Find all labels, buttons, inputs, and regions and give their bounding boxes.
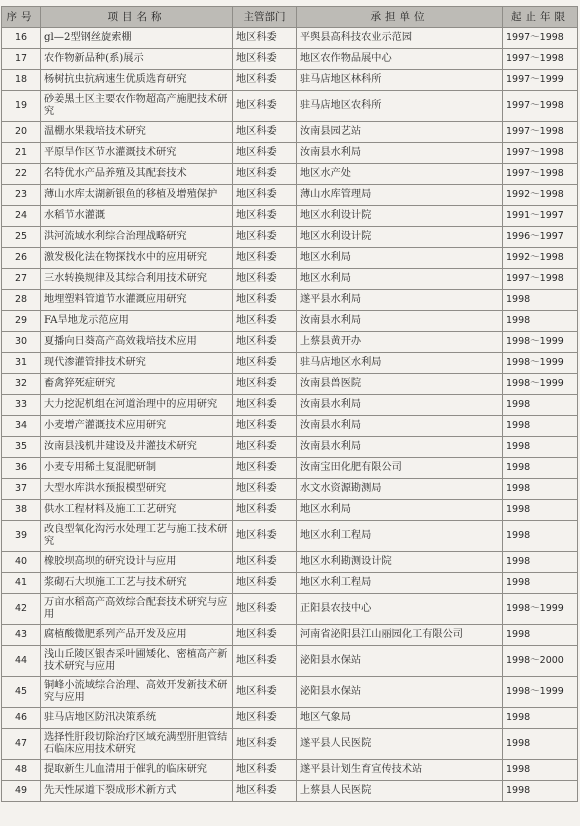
row-number: 35	[2, 437, 41, 458]
row-number: 38	[2, 500, 41, 521]
year-range: 1998	[503, 311, 578, 332]
project-name: 激发极化法在物探找水中的应用研究	[41, 248, 233, 269]
undertaking-unit: 汝南县兽医院	[297, 374, 503, 395]
table-row	[2, 677, 578, 708]
supervising-dept: 地区科委	[233, 594, 297, 625]
supervising-dept: 地区科委	[233, 227, 297, 248]
project-name: 改良型氧化沟污水处理工艺与施工技术研究	[41, 521, 233, 552]
undertaking-unit: 平舆县高科技农业示范园	[297, 28, 503, 49]
header-no: 序号	[2, 7, 41, 28]
row-number: 22	[2, 164, 41, 185]
row-number: 29	[2, 311, 41, 332]
project-name: 地埋塑料管道节水灌溉应用研究	[41, 290, 233, 311]
year-range: 1998	[503, 500, 578, 521]
undertaking-unit: 上蔡县黄开办	[297, 332, 503, 353]
undertaking-unit: 地区水利局	[297, 248, 503, 269]
supervising-dept: 地区科委	[233, 70, 297, 91]
year-range: 1997～1998	[503, 28, 578, 49]
row-number: 33	[2, 395, 41, 416]
supervising-dept: 地区科委	[233, 143, 297, 164]
supervising-dept: 地区科委	[233, 781, 297, 802]
row-number: 37	[2, 479, 41, 500]
project-name: 薄山水库太湖新银鱼的移植及增殖保护	[41, 185, 233, 206]
row-number: 31	[2, 353, 41, 374]
table-row	[2, 573, 578, 594]
supervising-dept: 地区科委	[233, 458, 297, 479]
table-body	[2, 28, 578, 802]
project-name: gl—2型钢丝旋索棚	[41, 28, 233, 49]
undertaking-unit: 地区水利局	[297, 269, 503, 290]
year-range: 1997～1998	[503, 143, 578, 164]
row-number: 48	[2, 760, 41, 781]
project-name: 驻马店地区防汛决策系统	[41, 708, 233, 729]
row-number: 41	[2, 573, 41, 594]
year-range: 1998	[503, 458, 578, 479]
table-row	[2, 437, 578, 458]
table-row	[2, 416, 578, 437]
undertaking-unit: 水文水资源勘测局	[297, 479, 503, 500]
row-number: 25	[2, 227, 41, 248]
supervising-dept: 地区科委	[233, 185, 297, 206]
project-name: 三水转换规律及其综合利用技术研究	[41, 269, 233, 290]
project-name: 农作物新品种(系)展示	[41, 49, 233, 70]
year-range: 1997～1998	[503, 269, 578, 290]
row-number: 30	[2, 332, 41, 353]
table-row	[2, 122, 578, 143]
project-name: FA旱地龙示范应用	[41, 311, 233, 332]
undertaking-unit: 汝南县园艺站	[297, 122, 503, 143]
supervising-dept: 地区科委	[233, 206, 297, 227]
project-name: 温棚水果栽培技术研究	[41, 122, 233, 143]
project-name: 现代渗灌管排技术研究	[41, 353, 233, 374]
row-number: 44	[2, 646, 41, 677]
supervising-dept: 地区科委	[233, 164, 297, 185]
supervising-dept: 地区科委	[233, 269, 297, 290]
project-name: 小麦专用稀土复混肥研制	[41, 458, 233, 479]
row-number: 47	[2, 729, 41, 760]
project-name: 铜峰小流域综合治理、高效开发新技术研究与应用	[41, 677, 233, 708]
table-row	[2, 521, 578, 552]
supervising-dept: 地区科委	[233, 311, 297, 332]
table-row	[2, 28, 578, 49]
header-unit: 承担单位	[297, 7, 503, 28]
row-number: 20	[2, 122, 41, 143]
year-range: 1997～1998	[503, 122, 578, 143]
row-number: 28	[2, 290, 41, 311]
supervising-dept: 地区科委	[233, 573, 297, 594]
undertaking-unit: 汝南县水利局	[297, 395, 503, 416]
table-row	[2, 332, 578, 353]
project-name: 平原旱作区节水灌溉技术研究	[41, 143, 233, 164]
year-range: 1992～1998	[503, 248, 578, 269]
header-year: 起止年限	[503, 7, 578, 28]
row-number: 36	[2, 458, 41, 479]
year-range: 1998～1999	[503, 353, 578, 374]
undertaking-unit: 地区气象局	[297, 708, 503, 729]
table-row	[2, 143, 578, 164]
table-row	[2, 395, 578, 416]
table-row	[2, 185, 578, 206]
table-row	[2, 594, 578, 625]
undertaking-unit: 薄山水库管理局	[297, 185, 503, 206]
year-range: 1998	[503, 760, 578, 781]
table-row	[2, 760, 578, 781]
project-name: 橡胶坝高坝的研究设计与应用	[41, 552, 233, 573]
table-row	[2, 206, 578, 227]
table-row	[2, 91, 578, 122]
row-number: 42	[2, 594, 41, 625]
supervising-dept: 地区科委	[233, 395, 297, 416]
project-name: 洪河流域水利综合治理战略研究	[41, 227, 233, 248]
table-row	[2, 458, 578, 479]
undertaking-unit: 地区水利设计院	[297, 206, 503, 227]
project-name: 提取新生儿血清用于催乳的临床研究	[41, 760, 233, 781]
row-number: 16	[2, 28, 41, 49]
year-range: 1998	[503, 479, 578, 500]
undertaking-unit: 遂平县水利局	[297, 290, 503, 311]
undertaking-unit: 地区农作物品展中心	[297, 49, 503, 70]
header-row	[2, 7, 578, 28]
row-number: 26	[2, 248, 41, 269]
undertaking-unit: 地区水利工程局	[297, 573, 503, 594]
supervising-dept: 地区科委	[233, 625, 297, 646]
undertaking-unit: 地区水产处	[297, 164, 503, 185]
supervising-dept: 地区科委	[233, 28, 297, 49]
supervising-dept: 地区科委	[233, 479, 297, 500]
table-row	[2, 500, 578, 521]
year-range: 1998	[503, 729, 578, 760]
row-number: 17	[2, 49, 41, 70]
supervising-dept: 地区科委	[233, 708, 297, 729]
undertaking-unit: 汝南宝田化肥有限公司	[297, 458, 503, 479]
table-row	[2, 625, 578, 646]
year-range: 1998	[503, 552, 578, 573]
project-name: 大力挖泥机组在河道治理中的应用研究	[41, 395, 233, 416]
project-name: 先天性尿道下裂成形术新方式	[41, 781, 233, 802]
table-row	[2, 269, 578, 290]
row-number: 34	[2, 416, 41, 437]
table-row	[2, 552, 578, 573]
undertaking-unit: 地区水利工程局	[297, 521, 503, 552]
undertaking-unit: 驻马店地区农科所	[297, 91, 503, 122]
year-range: 1997～1998	[503, 49, 578, 70]
year-range: 1998	[503, 521, 578, 552]
year-range: 1998～1999	[503, 677, 578, 708]
header-name: 项目名称	[41, 7, 233, 28]
project-table	[1, 6, 578, 802]
supervising-dept: 地区科委	[233, 49, 297, 70]
supervising-dept: 地区科委	[233, 760, 297, 781]
table-row	[2, 70, 578, 91]
project-name: 浆砌石大坝施工工艺与技术研究	[41, 573, 233, 594]
year-range: 1998	[503, 437, 578, 458]
row-number: 49	[2, 781, 41, 802]
project-name: 砂姜黑土区主要农作物超高产施肥技术研究	[41, 91, 233, 122]
row-number: 45	[2, 677, 41, 708]
table-row	[2, 646, 578, 677]
year-range: 1998～1999	[503, 594, 578, 625]
year-range: 1997～1998	[503, 91, 578, 122]
table-row	[2, 374, 578, 395]
undertaking-unit: 地区水利局	[297, 500, 503, 521]
table-header	[2, 7, 578, 28]
row-number: 32	[2, 374, 41, 395]
row-number: 18	[2, 70, 41, 91]
undertaking-unit: 上蔡县人民医院	[297, 781, 503, 802]
supervising-dept: 地区科委	[233, 91, 297, 122]
row-number: 21	[2, 143, 41, 164]
undertaking-unit: 驻马店地区林科所	[297, 70, 503, 91]
table-row	[2, 164, 578, 185]
undertaking-unit: 汝南县水利局	[297, 311, 503, 332]
year-range: 1998	[503, 416, 578, 437]
project-name: 选择性肝段切除治疗区域充满型肝胆管结石临床应用技术研究	[41, 729, 233, 760]
year-range: 1998	[503, 625, 578, 646]
supervising-dept: 地区科委	[233, 437, 297, 458]
table-row	[2, 708, 578, 729]
project-name: 杨树抗虫抗病速生优质选育研究	[41, 70, 233, 91]
year-range: 1998～1999	[503, 332, 578, 353]
row-number: 46	[2, 708, 41, 729]
project-name: 供水工程材料及施工工艺研究	[41, 500, 233, 521]
supervising-dept: 地区科委	[233, 248, 297, 269]
year-range: 1997～1998	[503, 164, 578, 185]
year-range: 1998～1999	[503, 374, 578, 395]
year-range: 1997～1999	[503, 70, 578, 91]
undertaking-unit: 汝南县水利局	[297, 416, 503, 437]
supervising-dept: 地区科委	[233, 122, 297, 143]
undertaking-unit: 泌阳县水保站	[297, 677, 503, 708]
supervising-dept: 地区科委	[233, 353, 297, 374]
undertaking-unit: 河南省泌阳县江山丽园化工有限公司	[297, 625, 503, 646]
supervising-dept: 地区科委	[233, 646, 297, 677]
supervising-dept: 地区科委	[233, 374, 297, 395]
supervising-dept: 地区科委	[233, 521, 297, 552]
supervising-dept: 地区科委	[233, 677, 297, 708]
undertaking-unit: 正阳县农技中心	[297, 594, 503, 625]
year-range: 1996～1997	[503, 227, 578, 248]
project-name: 浅山丘陵区银杏采叶圃矮化、密植高产新技术研究与应用	[41, 646, 233, 677]
project-name: 汝南县浅机井建设及井灌技术研究	[41, 437, 233, 458]
table-row	[2, 353, 578, 374]
project-name: 水稻节水灌溉	[41, 206, 233, 227]
table-row	[2, 290, 578, 311]
supervising-dept: 地区科委	[233, 332, 297, 353]
project-name: 夏播向日葵高产高效栽培技术应用	[41, 332, 233, 353]
undertaking-unit: 驻马店地区水利局	[297, 353, 503, 374]
year-range: 1998	[503, 573, 578, 594]
project-name: 畜禽猝死症研究	[41, 374, 233, 395]
project-name: 小麦增产灌溉技术应用研究	[41, 416, 233, 437]
undertaking-unit: 汝南县水利局	[297, 143, 503, 164]
project-name: 万亩水稻高产高效综合配套技术研究与应用	[41, 594, 233, 625]
project-name: 腐植酸微肥系列产品开发及应用	[41, 625, 233, 646]
table-row	[2, 311, 578, 332]
project-name: 名特优水产品养殖及其配套技术	[41, 164, 233, 185]
year-range: 1998	[503, 708, 578, 729]
undertaking-unit: 地区水利设计院	[297, 227, 503, 248]
header-dept: 主管部门	[233, 7, 297, 28]
undertaking-unit: 遂平县计划生育宣传技术站	[297, 760, 503, 781]
year-range: 1998～2000	[503, 646, 578, 677]
undertaking-unit: 地区水利勘测设计院	[297, 552, 503, 573]
row-number: 40	[2, 552, 41, 573]
row-number: 27	[2, 269, 41, 290]
year-range: 1991～1997	[503, 206, 578, 227]
undertaking-unit: 汝南县水利局	[297, 437, 503, 458]
row-number: 23	[2, 185, 41, 206]
table-row	[2, 729, 578, 760]
table-row	[2, 479, 578, 500]
supervising-dept: 地区科委	[233, 416, 297, 437]
undertaking-unit: 遂平县人民医院	[297, 729, 503, 760]
row-number: 19	[2, 91, 41, 122]
supervising-dept: 地区科委	[233, 290, 297, 311]
table-row	[2, 248, 578, 269]
year-range: 1998	[503, 781, 578, 802]
table-row	[2, 781, 578, 802]
supervising-dept: 地区科委	[233, 552, 297, 573]
row-number: 39	[2, 521, 41, 552]
table-row	[2, 49, 578, 70]
supervising-dept: 地区科委	[233, 500, 297, 521]
supervising-dept: 地区科委	[233, 729, 297, 760]
undertaking-unit: 泌阳县水保站	[297, 646, 503, 677]
year-range: 1998	[503, 290, 578, 311]
year-range: 1992～1998	[503, 185, 578, 206]
year-range: 1998	[503, 395, 578, 416]
row-number: 43	[2, 625, 41, 646]
row-number: 24	[2, 206, 41, 227]
project-name: 大型水库洪水预报模型研究	[41, 479, 233, 500]
table-row	[2, 227, 578, 248]
